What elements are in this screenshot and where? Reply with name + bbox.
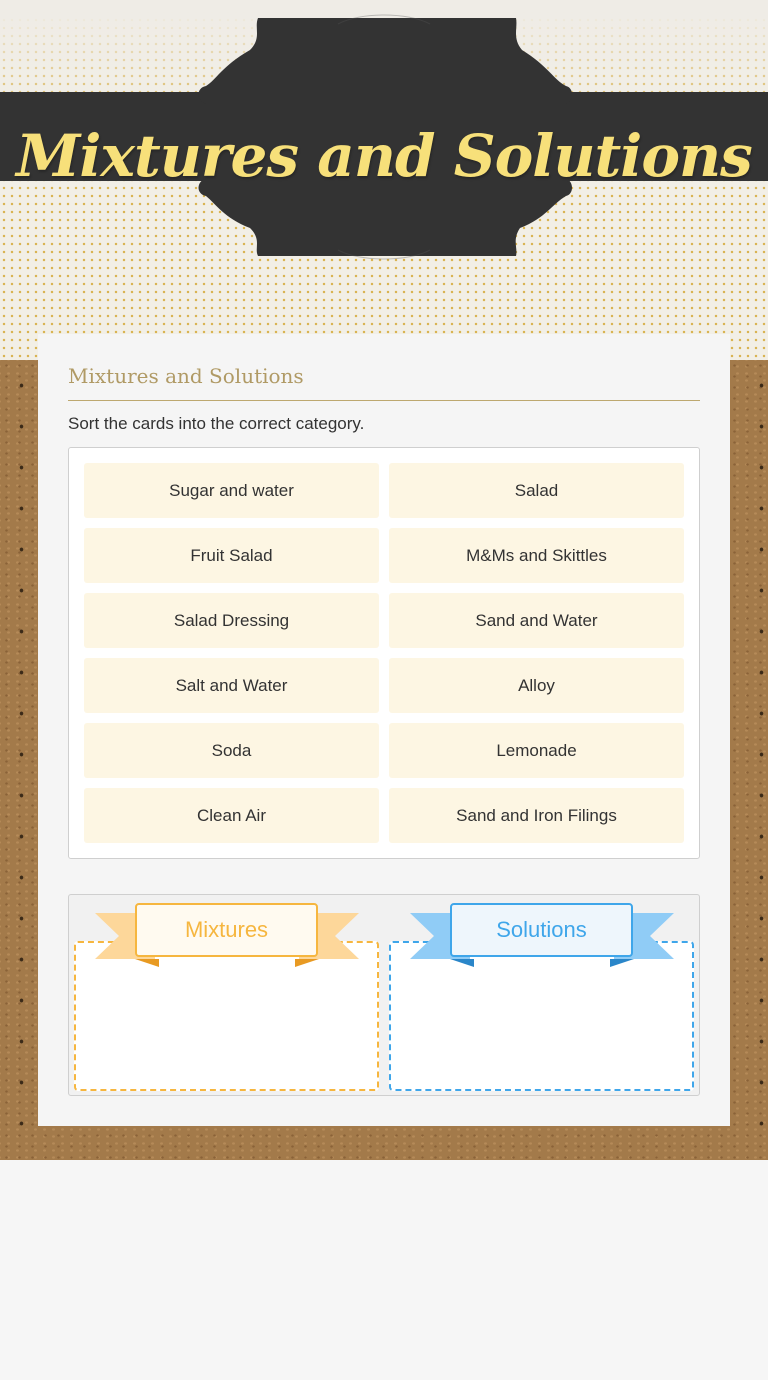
- sort-card[interactable]: Sand and Iron Filings: [389, 788, 684, 843]
- mixtures-label: Mixtures: [135, 903, 318, 957]
- category-bins: [68, 894, 700, 1096]
- sort-card[interactable]: Salt and Water: [84, 658, 379, 713]
- page-header: [0, 0, 768, 360]
- sort-card[interactable]: Sugar and water: [84, 463, 379, 518]
- activity-card: [38, 334, 730, 1126]
- sort-card[interactable]: M&Ms and Skittles: [389, 528, 684, 583]
- sort-card[interactable]: Salad Dressing: [84, 593, 379, 648]
- page-title: Mixtures and Solutions: [16, 122, 752, 190]
- sort-card[interactable]: Salad: [389, 463, 684, 518]
- sort-card[interactable]: Fruit Salad: [84, 528, 379, 583]
- sort-card[interactable]: Alloy: [389, 658, 684, 713]
- cards-pool: [68, 447, 700, 859]
- sort-card[interactable]: Sand and Water: [389, 593, 684, 648]
- instructions: Sort the cards into the correct category.: [68, 414, 365, 433]
- solutions-label: Solutions: [450, 903, 633, 957]
- sort-card[interactable]: Soda: [84, 723, 379, 778]
- sort-card[interactable]: Lemonade: [389, 723, 684, 778]
- sort-card[interactable]: Clean Air: [84, 788, 379, 843]
- activity-title: Mixtures and Solutions: [68, 364, 700, 401]
